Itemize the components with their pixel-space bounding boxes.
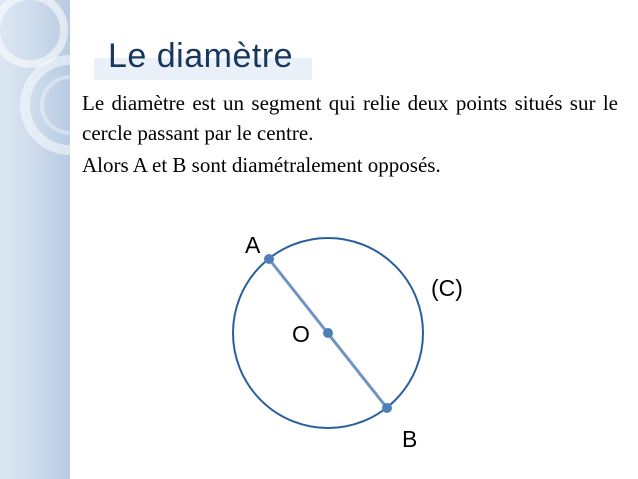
conclusion-paragraph: Alors A et B sont diamétralement opposés. (82, 153, 441, 177)
point-a-label: A (245, 232, 261, 258)
page-title: Le diamètre (108, 37, 294, 75)
point-b (382, 403, 392, 413)
definition-paragraph: Le diamètre est un segment qui relie deux points situés sur le cercle passant par le centre. (82, 91, 618, 145)
point-o (323, 328, 333, 338)
point-a (264, 254, 274, 264)
point-o-label: O (292, 321, 310, 347)
circle-c-label: (C) (431, 275, 463, 301)
point-b-label: B (402, 426, 418, 452)
